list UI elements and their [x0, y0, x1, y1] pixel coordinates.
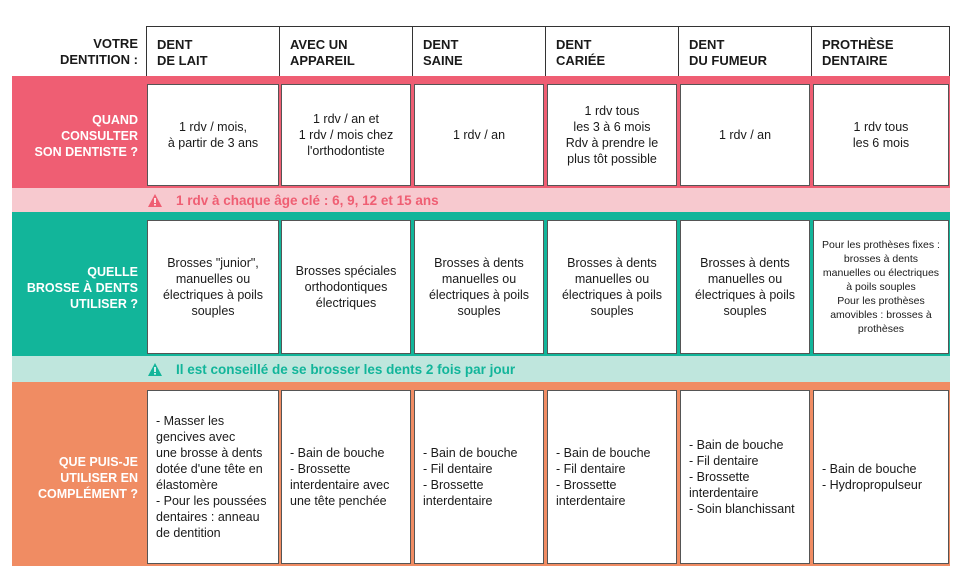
- column-header-dent-fumeur: DENT DU FUMEUR: [678, 26, 812, 76]
- cell-complement-fumeur: - Bain de bouche - Fil dentaire - Brossette interdentaire - Soin blanchissant: [680, 390, 810, 564]
- row-label-complement: QUE PUIS-JE UTILISER EN COMPLÉMENT ?: [38, 455, 138, 501]
- row-label-consulter: QUAND CONSULTER SON DENTISTE ?: [34, 113, 138, 159]
- column-header-avec-appareil: AVEC UN APPAREIL: [279, 26, 413, 76]
- row-separator-teal: [12, 212, 950, 220]
- column-header-prothese: PROTHÈSE DENTAIRE: [811, 26, 950, 76]
- cell-consulter-cariee: 1 rdv tous les 3 à 6 mois Rdv à prendre le plus tôt possible: [547, 84, 677, 186]
- notice-brosse-text: Il est conseillé de se brosser les dents 2 fois par jour: [176, 361, 516, 377]
- header-label: VOTRE DENTITION :: [60, 36, 138, 67]
- cell-consulter-fumeur: 1 rdv / an: [680, 84, 810, 186]
- cell-brosse-saine: Brosses à dents manuelles ou électriques à poils souples: [414, 220, 544, 354]
- warning-triangle-icon: [148, 194, 162, 207]
- cell-brosse-dent-de-lait: Brosses "junior", manuelles ou électriques à poils souples: [147, 220, 279, 354]
- cell-brosse-prothese: Pour les prothèses fixes : brosses à dents manuelles ou électriques à poils souples Pour les prothèses amovibles : brosses à prothèses: [813, 220, 949, 354]
- row-separator-orange: [12, 382, 950, 390]
- cell-brosse-appareil: Brosses spéciales orthodontiques électriques: [281, 220, 411, 354]
- cell-brosse-cariee: Brosses à dents manuelles ou électriques à poils souples: [547, 220, 677, 354]
- cell-complement-cariee: - Bain de bouche - Fil dentaire - Brossette interdentaire: [547, 390, 677, 564]
- cell-consulter-prothese: 1 rdv tous les 6 mois: [813, 84, 949, 186]
- cell-complement-dent-de-lait: - Masser les gencives avec une brosse à dents dotée d'une tête en élastomère - Pour les poussées dentaires : anneau de dentition: [147, 390, 279, 564]
- notice-consulter: [12, 188, 950, 212]
- column-header-dent-saine: DENT SAINE: [412, 26, 546, 76]
- row-label-brosse: QUELLE BROSSE À DENTS UTILISER ?: [26, 265, 138, 311]
- column-header-dent-de-lait: DENT DE LAIT: [146, 26, 280, 76]
- cell-complement-prothese: - Bain de bouche - Hydropropulseur: [813, 390, 949, 564]
- cell-complement-appareil: - Bain de bouche - Brossette interdentaire avec une tête penchée: [281, 390, 411, 564]
- warning-triangle-icon: [148, 363, 162, 376]
- cell-complement-saine: - Bain de bouche - Fil dentaire - Brossette interdentaire: [414, 390, 544, 564]
- cell-consulter-dent-de-lait: 1 rdv / mois, à partir de 3 ans: [147, 84, 279, 186]
- notice-consulter-text: 1 rdv à chaque âge clé : 6, 9, 12 et 15 ans: [176, 192, 439, 208]
- cell-brosse-fumeur: Brosses à dents manuelles ou électriques à poils souples: [680, 220, 810, 354]
- column-header-dent-cariee: DENT CARIÉE: [545, 26, 679, 76]
- row-separator-pink: [12, 76, 950, 84]
- cell-consulter-saine: 1 rdv / an: [414, 84, 544, 186]
- notice-brosse: [12, 356, 950, 382]
- cell-consulter-appareil: 1 rdv / an et 1 rdv / mois chez l'orthodontiste: [281, 84, 411, 186]
